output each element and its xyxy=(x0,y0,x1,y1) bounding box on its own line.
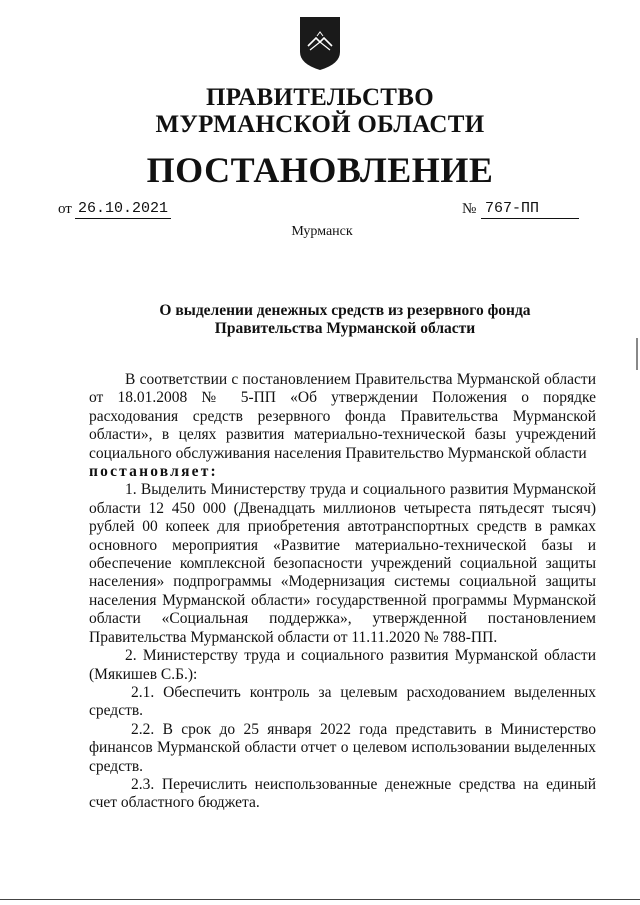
preamble-paragraph: В соответствии с постановлением Правительства Мурманской области от 18.01.2008 № 5-ПП «Об утверждении Положения о порядке расходования средств резервного фонда Правительства Мурманской области», в целях развития материально-технической базы учреждений социального обслуживания населения Правительство Мурманской области xyxy=(89,371,596,462)
paragraph-2-3: 2.3. Перечислить неиспользованные денежные средства на единый счет областного бюджета. xyxy=(89,775,596,812)
paragraph-2-2: 2.2. В срок до 25 января 2022 года представить в Министерство финансов Мурманской области отчет о целевом использовании выделенных средств. xyxy=(89,720,596,775)
org-name-line2: МУРМАНСКОЙ ОБЛАСТИ xyxy=(155,111,485,138)
document-number: 767-ПП xyxy=(481,200,579,219)
resolves-word: постановляет: xyxy=(89,463,218,481)
org-name-line1: ПРАВИТЕЛЬСТВО xyxy=(206,84,434,111)
document-body xyxy=(89,371,596,813)
paragraph-2: 2. Министерству труда и социального развития Мурманской области (Мякишев С.Б.): xyxy=(89,647,596,683)
document-date: 26.10.2021 xyxy=(75,200,171,219)
page-bottom-edge xyxy=(0,899,640,901)
paragraph-1: 1. Выделить Министерству труда и социального развития Мурманской области 12 450 000 (Двенадцать миллионов четыреста пятьдесят тысяч) рублей 00 копеек для приобретения автотранспортных средств в рамках основного мероприятия «Развитие материально-технической базы и обеспечение комплексной безопасности учреждений социальной защиты населения» подпрограммы «Модернизация системы социальной защиты населения Мурманской области» государственной программы Мурманской области «Социальная поддержка», утвержденной постановлением Правительства Мурманской области от 11.11.2020 № 788-ПП. xyxy=(89,481,596,646)
number-prefix: № xyxy=(462,201,477,217)
date-prefix: от xyxy=(58,201,72,217)
subject-line2: Правительства Мурманской области xyxy=(214,320,476,337)
paragraph-2-1: 2.1. Обеспечить контроль за целевым расходованием выделенных средств. xyxy=(89,683,596,720)
subject-line1: О выделении денежных средств из резервного фонда xyxy=(159,302,531,319)
coat-of-arms-icon xyxy=(297,14,343,72)
city: Мурманск xyxy=(291,224,353,239)
document-type: ПОСТАНОВЛЕНИЕ xyxy=(146,150,494,190)
scan-artifact xyxy=(636,338,638,370)
